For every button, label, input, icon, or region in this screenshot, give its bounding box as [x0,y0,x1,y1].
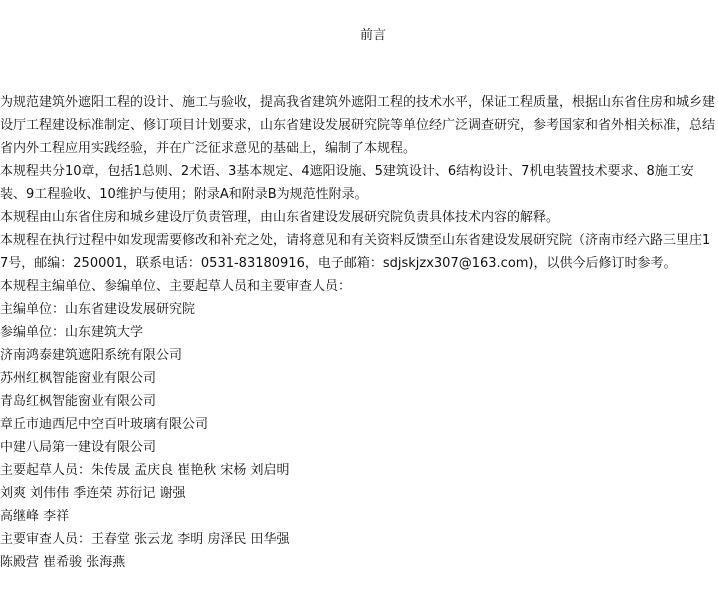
document-body [0,91,716,574]
paragraph-purpose: 为规范建筑外遮阳工程的设计、施工与验收，提高我省建筑外遮阳工程的技术水平，保证工程质量，根据山东省住房和城乡建设厅工程建设标准制定、修订项目计划要求，山东省建设发展研究院等单位经广泛调查研究，参考国家和省外相关标准，总结省内外工程应用实践经验，并在广泛征求意见的基础上，编制了本规程。 [0,95,716,156]
main-drafters: 主要起草人员：朱传晟 孟庆良 崔艳秋 宋杨 刘启明 [0,463,290,478]
participants-heading: 本规程主编单位、参编单位、主要起草人员和主要审查人员： [0,279,352,294]
main-drafters-continued: 刘爽 刘伟伟 季连荣 苏衍记 谢强 [0,486,186,501]
participating-unit: 参编单位：山东建筑大学 [0,325,144,340]
main-reviewers-continued: 陈殿营 崔希骏 张海燕 [0,555,126,570]
page-title: 前言 [359,28,386,43]
participating-unit: 青岛红枫智能窗业有限公司 [0,394,157,409]
main-drafters-continued: 高继峰 李祥 [0,509,70,524]
chief-editor-unit: 主编单位：山东省建设发展研究院 [0,302,196,317]
participating-unit: 济南鸿泰建筑遮阳系统有限公司 [0,348,183,363]
participating-unit: 中建八局第一建设有限公司 [0,440,157,455]
main-reviewers: 主要审查人员：王春堂 张云龙 李明 房泽民 田华强 [0,532,290,547]
participating-unit: 苏州红枫智能窗业有限公司 [0,371,157,386]
paragraph-chapters: 本规程共分10章，包括1总则、2术语、3基本规定、4遮阳设施、5建筑设计、6结构设计、7机电装置技术要求、8施工安装、9工程验收、10维护与使用；附录A和附录B为规范性附录。 [0,164,694,202]
paragraph-management: 本规程由山东省住房和城乡建设厅负责管理，由山东省建设发展研究院负责具体技术内容的解释。 [0,210,560,225]
participating-unit: 章丘市迪西尼中空百叶玻璃有限公司 [0,417,209,432]
paragraph-feedback: 本规程在执行过程中如发现需要修改和补充之处，请将意见和有关资料反馈至山东省建设发展研究院（济南市经六路三里庄17号，邮编：250001，联系电话：0531-83180916，电子邮箱：sdjskjzx307@163.com)，以供今后修订时参考。 [0,233,711,271]
